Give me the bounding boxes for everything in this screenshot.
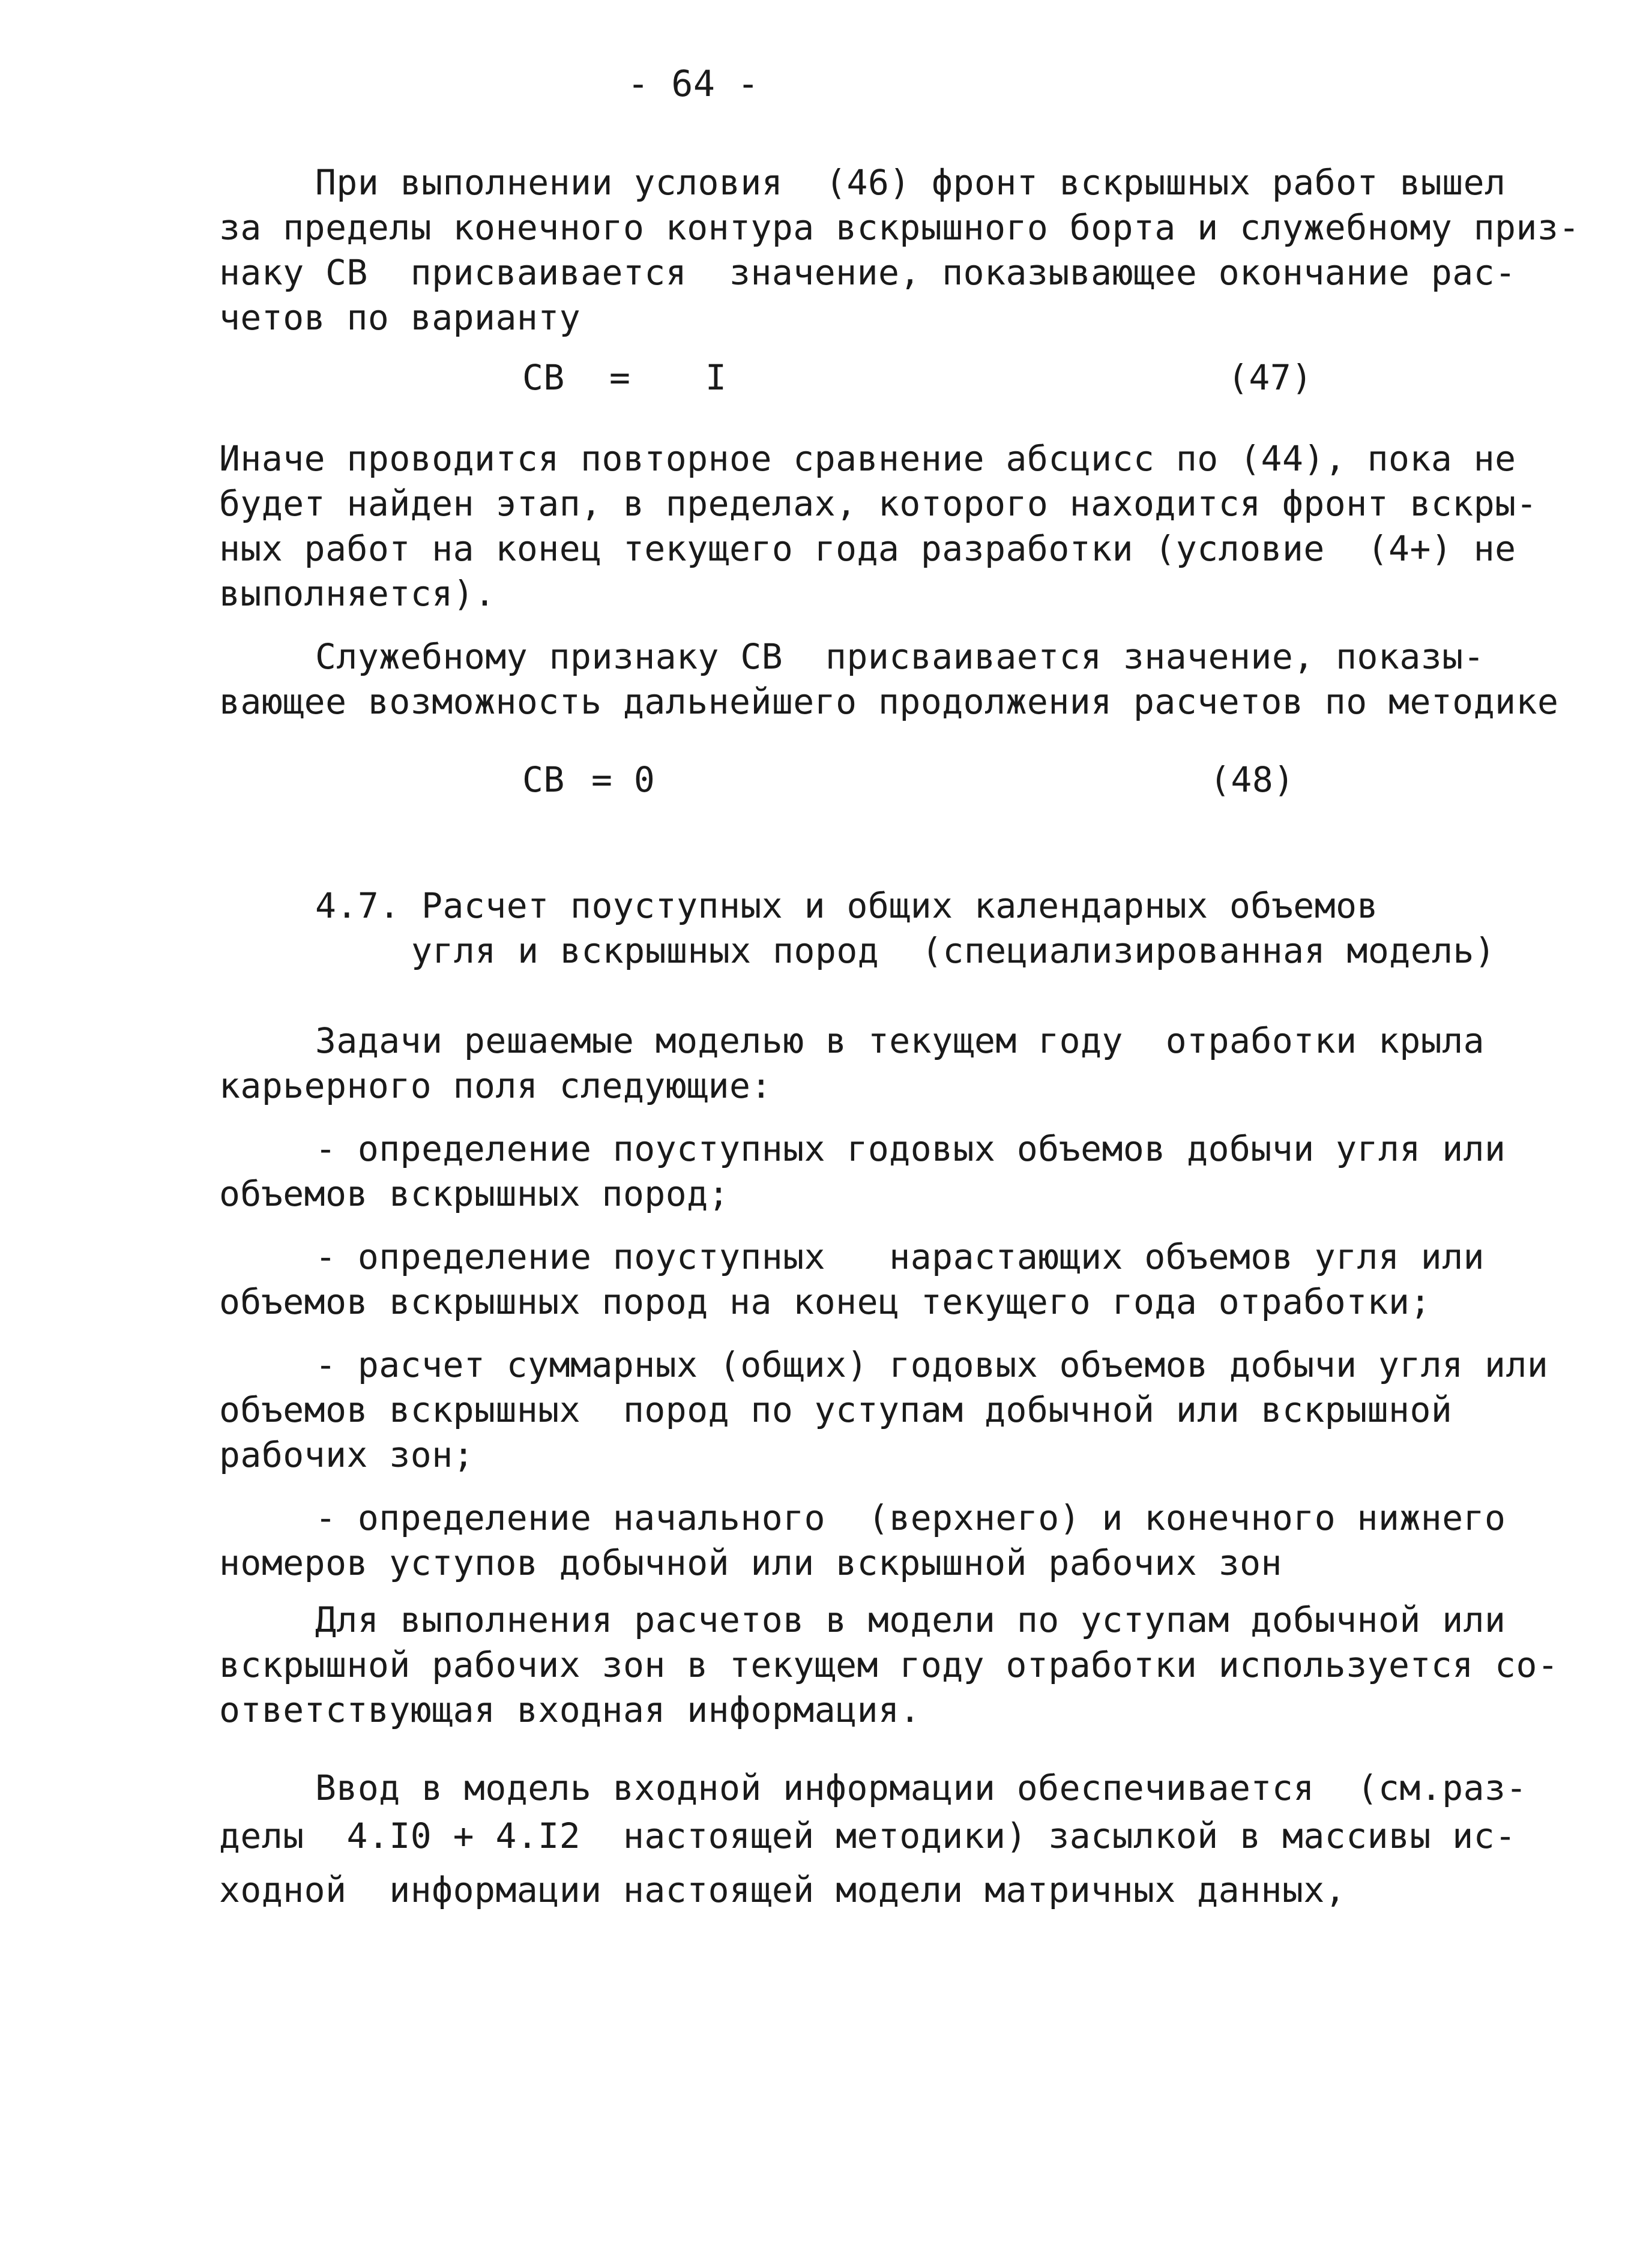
equation-47-rhs: I xyxy=(705,357,727,398)
equation-47-operator: = xyxy=(609,357,631,398)
paragraph-1-line-2: за пределы конечного контура вскрышного борта и служебному приз- xyxy=(219,207,1580,248)
paragraph-2-line-3: ных работ на конец текущего года разработки (условие (4+) не xyxy=(219,528,1516,569)
bullet-4-line-2: номеров уступов добычной или вскрышной рабочих зон xyxy=(219,1542,1282,1583)
paragraph-5-line-1: Для выполнения расчетов в модели по уступам добычной или xyxy=(315,1599,1506,1640)
paragraph-6-line-1: Ввод в модель входной информации обеспечивается (см.раз- xyxy=(315,1767,1527,1808)
section-heading-line-2: угля и вскрышных пород (специализированная модель) xyxy=(411,930,1496,971)
bullet-1-line-2: объемов вскрышных пород; xyxy=(219,1173,730,1214)
equation-47-lhs: СВ xyxy=(522,357,565,398)
equation-47-number: (47) xyxy=(1228,357,1313,398)
paragraph-1-line-3: наку СВ присваивается значение, показывающее окончание рас- xyxy=(219,252,1516,293)
bullet-3-line-1: - расчет суммарных (общих) годовых объемов добычи угля или xyxy=(315,1344,1549,1385)
paragraph-2-line-4: выполняется). xyxy=(219,573,496,614)
paragraph-1-line-4: четов по варианту xyxy=(219,297,581,338)
paragraph-4-line-1: Задачи решаемые моделью в текущем году отработки крыла xyxy=(315,1020,1485,1061)
paragraph-3-line-2: вающее возможность дальнейшего продолжения расчетов по методике xyxy=(219,681,1559,722)
paragraph-6-line-2: делы 4.I0 + 4.I2 настоящей методики) засылкой в массивы ис- xyxy=(219,1815,1516,1856)
paragraph-1-line-1: При выполнении условия (46) фронт вскрышных работ вышел xyxy=(315,162,1506,203)
page-number: - 64 - xyxy=(627,63,759,105)
bullet-3-line-3: рабочих зон; xyxy=(219,1434,475,1475)
bullet-4-line-1: - определение начального (верхнего) и конечного нижнего xyxy=(315,1497,1506,1538)
paragraph-2-line-1: Иначе проводится повторное сравнение абсцисс по (44), пока не xyxy=(219,438,1516,479)
paragraph-5-line-3: ответствующая входная информация. xyxy=(219,1689,921,1730)
equation-48-lhs: СВ xyxy=(522,759,565,800)
paragraph-3-line-1: Служебному признаку СВ присваивается значение, показы- xyxy=(315,636,1485,677)
equation-48-value: = 0 xyxy=(591,759,656,800)
bullet-1-line-1: - определение поуступных годовых объемов добычи угля или xyxy=(315,1128,1506,1169)
equation-48-number: (48) xyxy=(1210,759,1295,800)
paragraph-2-line-2: будет найден этап, в пределах, которого находится фронт вскры- xyxy=(219,483,1537,524)
bullet-2-line-1: - определение поуступных нарастающих объемов угля или xyxy=(315,1236,1485,1277)
paragraph-6-line-3: ходной информации настоящей модели матричных данных, xyxy=(219,1869,1346,1910)
bullet-3-line-2: объемов вскрышных пород по уступам добычной или вскрышной xyxy=(219,1389,1453,1430)
section-heading-line-1: 4.7. Расчет поуступных и общих календарных объемов xyxy=(315,885,1378,926)
paragraph-4-line-2: карьерного поля следующие: xyxy=(219,1065,772,1106)
paragraph-5-line-2: вскрышной рабочих зон в текущем году отработки используется со- xyxy=(219,1644,1559,1685)
bullet-2-line-2: объемов вскрышных пород на конец текущего года отработки; xyxy=(219,1281,1431,1322)
